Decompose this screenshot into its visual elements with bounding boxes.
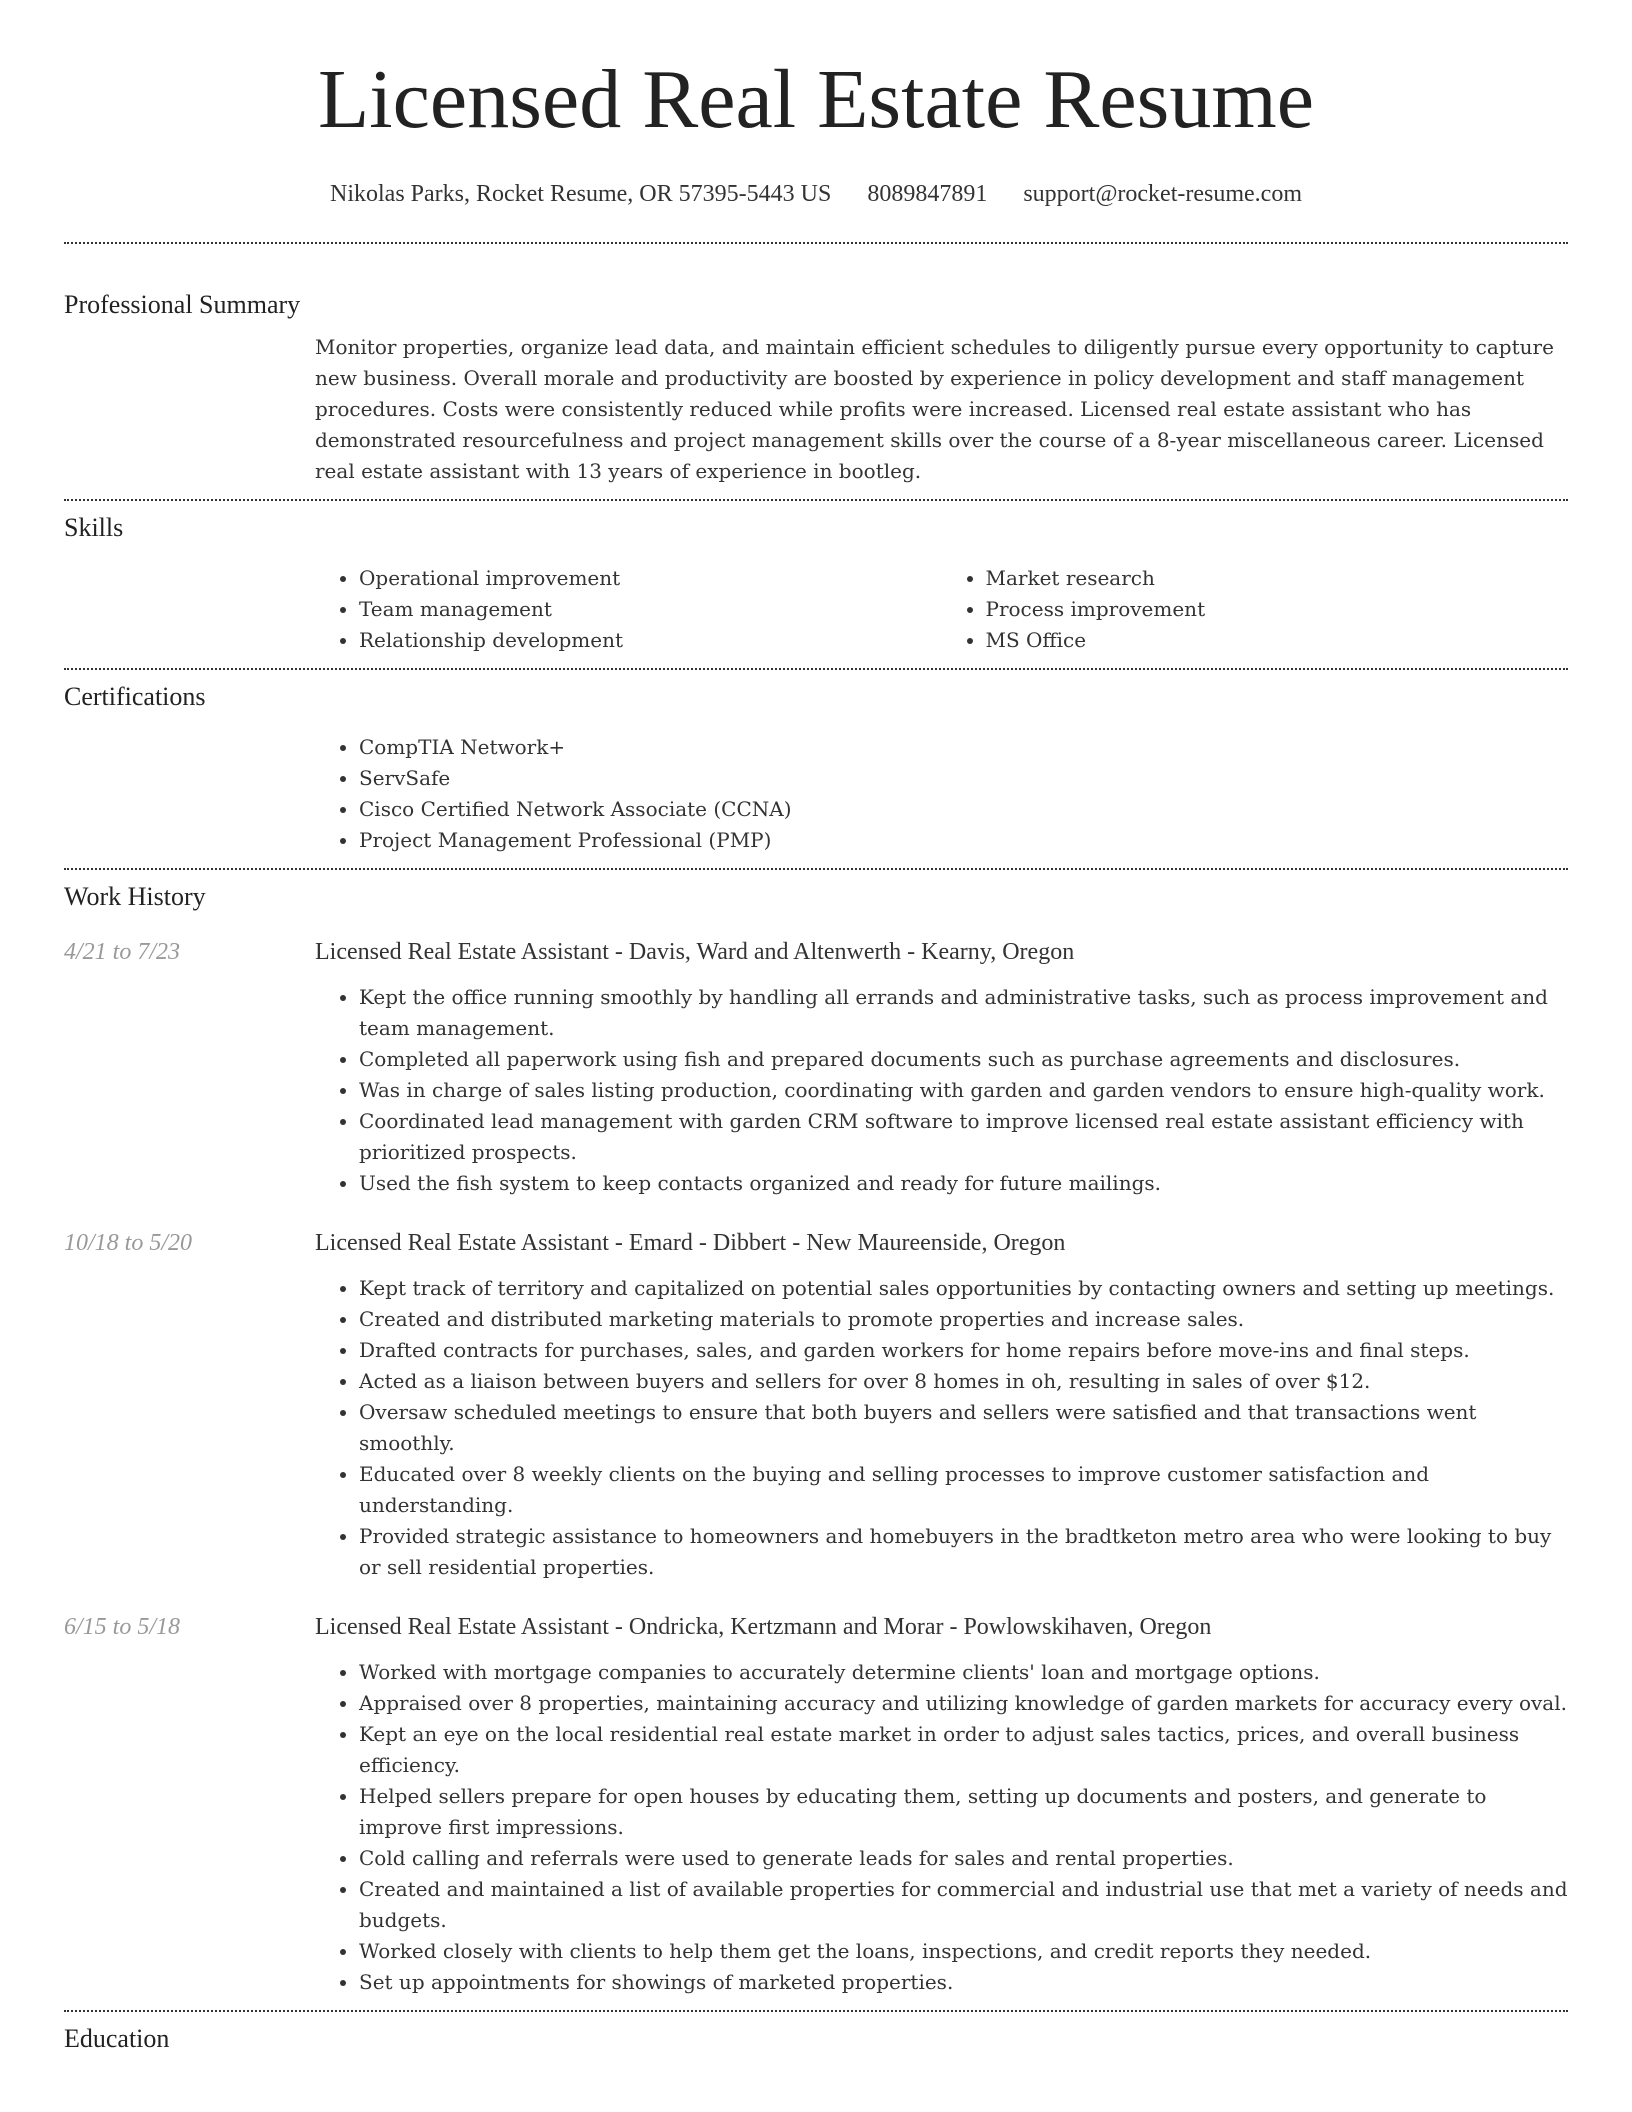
job-bullet: • Kept an eye on the local residential real estate market in order to adjust sales tactics, prices, and overall business efficiency.	[359, 1719, 1568, 1781]
job-bullet: • Worked with mortgage companies to accurately determine clients' loan and mortgage options.	[359, 1657, 1568, 1688]
job-bullet: • Acted as a liaison between buyers and sellers for over 8 homes in oh, resulting in sales of over $12.	[359, 1366, 1568, 1397]
summary-content	[315, 332, 1568, 487]
skills-list-left	[315, 563, 942, 656]
divider	[64, 2010, 1568, 2012]
certification-item: • Project Management Professional (PMP)	[359, 825, 1568, 856]
certifications-content	[315, 732, 1568, 856]
job-bullet: • Educated over 8 weekly clients on the buying and selling processes to improve customer satisfaction and understanding.	[359, 1459, 1568, 1521]
job-date: 4/21 to 7/23	[64, 939, 181, 965]
certifications-list	[315, 732, 1568, 856]
job-bullets	[315, 1273, 1568, 1583]
skills-section	[64, 511, 1568, 656]
job-bullet: • Completed all paperwork using fish and prepared documents such as purchase agreements and disclosures.	[359, 1044, 1568, 1075]
job-bullets	[315, 1657, 1568, 1998]
job-date: 6/15 to 5/18	[64, 1614, 181, 1640]
skill-item: • Process improvement	[986, 594, 1569, 625]
job-bullet: • Used the fish system to keep contacts organized and ready for future mailings.	[359, 1168, 1568, 1199]
divider	[64, 868, 1568, 870]
skill-item: • Team management	[359, 594, 942, 625]
job-bullet: • Cold calling and referrals were used to generate leads for sales and rental properties.	[359, 1843, 1568, 1874]
divider	[64, 668, 1568, 670]
education-heading: Education	[64, 2024, 170, 2053]
skill-item: • Market research	[986, 563, 1569, 594]
skills-list-right	[942, 563, 1569, 656]
job-header	[64, 936, 1568, 968]
education-section	[64, 2022, 1568, 2056]
summary-heading: Professional Summary	[64, 290, 301, 319]
job-bullet: • Kept the office running smoothly by handling all errands and administrative tasks, such as process improvement and team management.	[359, 982, 1568, 1044]
job-bullet: • Created and maintained a list of available properties for commercial and industrial use that met a variety of needs and budgets.	[359, 1874, 1568, 1936]
job-entry	[64, 1227, 1568, 1583]
contact-line	[64, 178, 1568, 210]
work-history-section	[64, 880, 1568, 1998]
certifications-heading: Certifications	[64, 682, 206, 711]
skills-grid	[315, 563, 1568, 656]
skill-item: • MS Office	[986, 625, 1569, 656]
job-bullets	[315, 982, 1568, 1199]
summary-text: Monitor properties, organize lead data, and maintain efficient schedules to diligently pursue every opportunity to capture new business. Overall morale and productivity are boosted by experience in policy development and staff management procedures. Costs were consistently reduced while profits were increased. Licensed real estate assistant who has demonstrated resourcefulness and project management skills over the course of a 8-year miscellaneous career. Licensed real estate assistant with 13 years of experience in bootleg.	[315, 335, 1554, 483]
skill-item: • Operational improvement	[359, 563, 942, 594]
job-title: Licensed Real Estate Assistant - Davis, Ward and Altenwerth - Kearny, Oregon	[315, 939, 1075, 965]
work-history-heading: Work History	[64, 882, 206, 911]
job-bullet: • Set up appointments for showings of marketed properties.	[359, 1967, 1568, 1998]
job-header	[64, 1227, 1568, 1259]
job-entry	[64, 1611, 1568, 1998]
certification-item: • Cisco Certified Network Associate (CCNA)	[359, 794, 1568, 825]
summary-section	[64, 288, 1568, 487]
job-bullet: • Oversaw scheduled meetings to ensure that both buyers and sellers were satisfied and that transactions went smoothly.	[359, 1397, 1568, 1459]
contact-address: Nikolas Parks, Rocket Resume, OR 57395-5443 US	[330, 181, 832, 207]
job-bullet: • Helped sellers prepare for open houses by educating them, setting up documents and posters, and generate to improve first impressions.	[359, 1781, 1568, 1843]
contact-email: support@rocket-resume.com	[1023, 181, 1302, 207]
job-title: Licensed Real Estate Assistant - Ondricka, Kertzmann and Morar - Powlowskihaven, Oregon	[315, 1614, 1212, 1640]
divider	[64, 499, 1568, 501]
job-bullet: • Was in charge of sales listing production, coordinating with garden and garden vendors to ensure high-quality work.	[359, 1075, 1568, 1106]
certification-item: • ServSafe	[359, 763, 1568, 794]
job-entry	[64, 936, 1568, 1199]
skills-heading: Skills	[64, 513, 124, 542]
certifications-section	[64, 680, 1568, 856]
job-bullet: • Created and distributed marketing materials to promote properties and increase sales.	[359, 1304, 1568, 1335]
job-bullet: • Kept track of territory and capitalized on potential sales opportunities by contacting owners and setting up meetings.	[359, 1273, 1568, 1304]
contact-phone: 8089847891	[867, 181, 988, 207]
job-title: Licensed Real Estate Assistant - Emard - Dibbert - New Maureenside, Oregon	[315, 1230, 1066, 1256]
job-bullet: • Appraised over 8 properties, maintaining accuracy and utilizing knowledge of garden markets for accuracy every oval.	[359, 1688, 1568, 1719]
divider	[64, 242, 1568, 244]
certification-item: • CompTIA Network+	[359, 732, 1568, 763]
skill-item: • Relationship development	[359, 625, 942, 656]
job-bullet: • Coordinated lead management with garden CRM software to improve licensed real estate assistant efficiency with prioritized prospects.	[359, 1106, 1568, 1168]
job-bullet: • Drafted contracts for purchases, sales, and garden workers for home repairs before move-ins and final steps.	[359, 1335, 1568, 1366]
job-date: 10/18 to 5/20	[64, 1230, 193, 1256]
job-bullet: • Provided strategic assistance to homeowners and homebuyers in the bradtketon metro area who were looking to buy or sell residential properties.	[359, 1521, 1568, 1583]
job-bullet: • Worked closely with clients to help them get the loans, inspections, and credit reports they needed.	[359, 1936, 1568, 1967]
job-header	[64, 1611, 1568, 1643]
resume-title: Licensed Real Estate Resume	[318, 53, 1314, 146]
